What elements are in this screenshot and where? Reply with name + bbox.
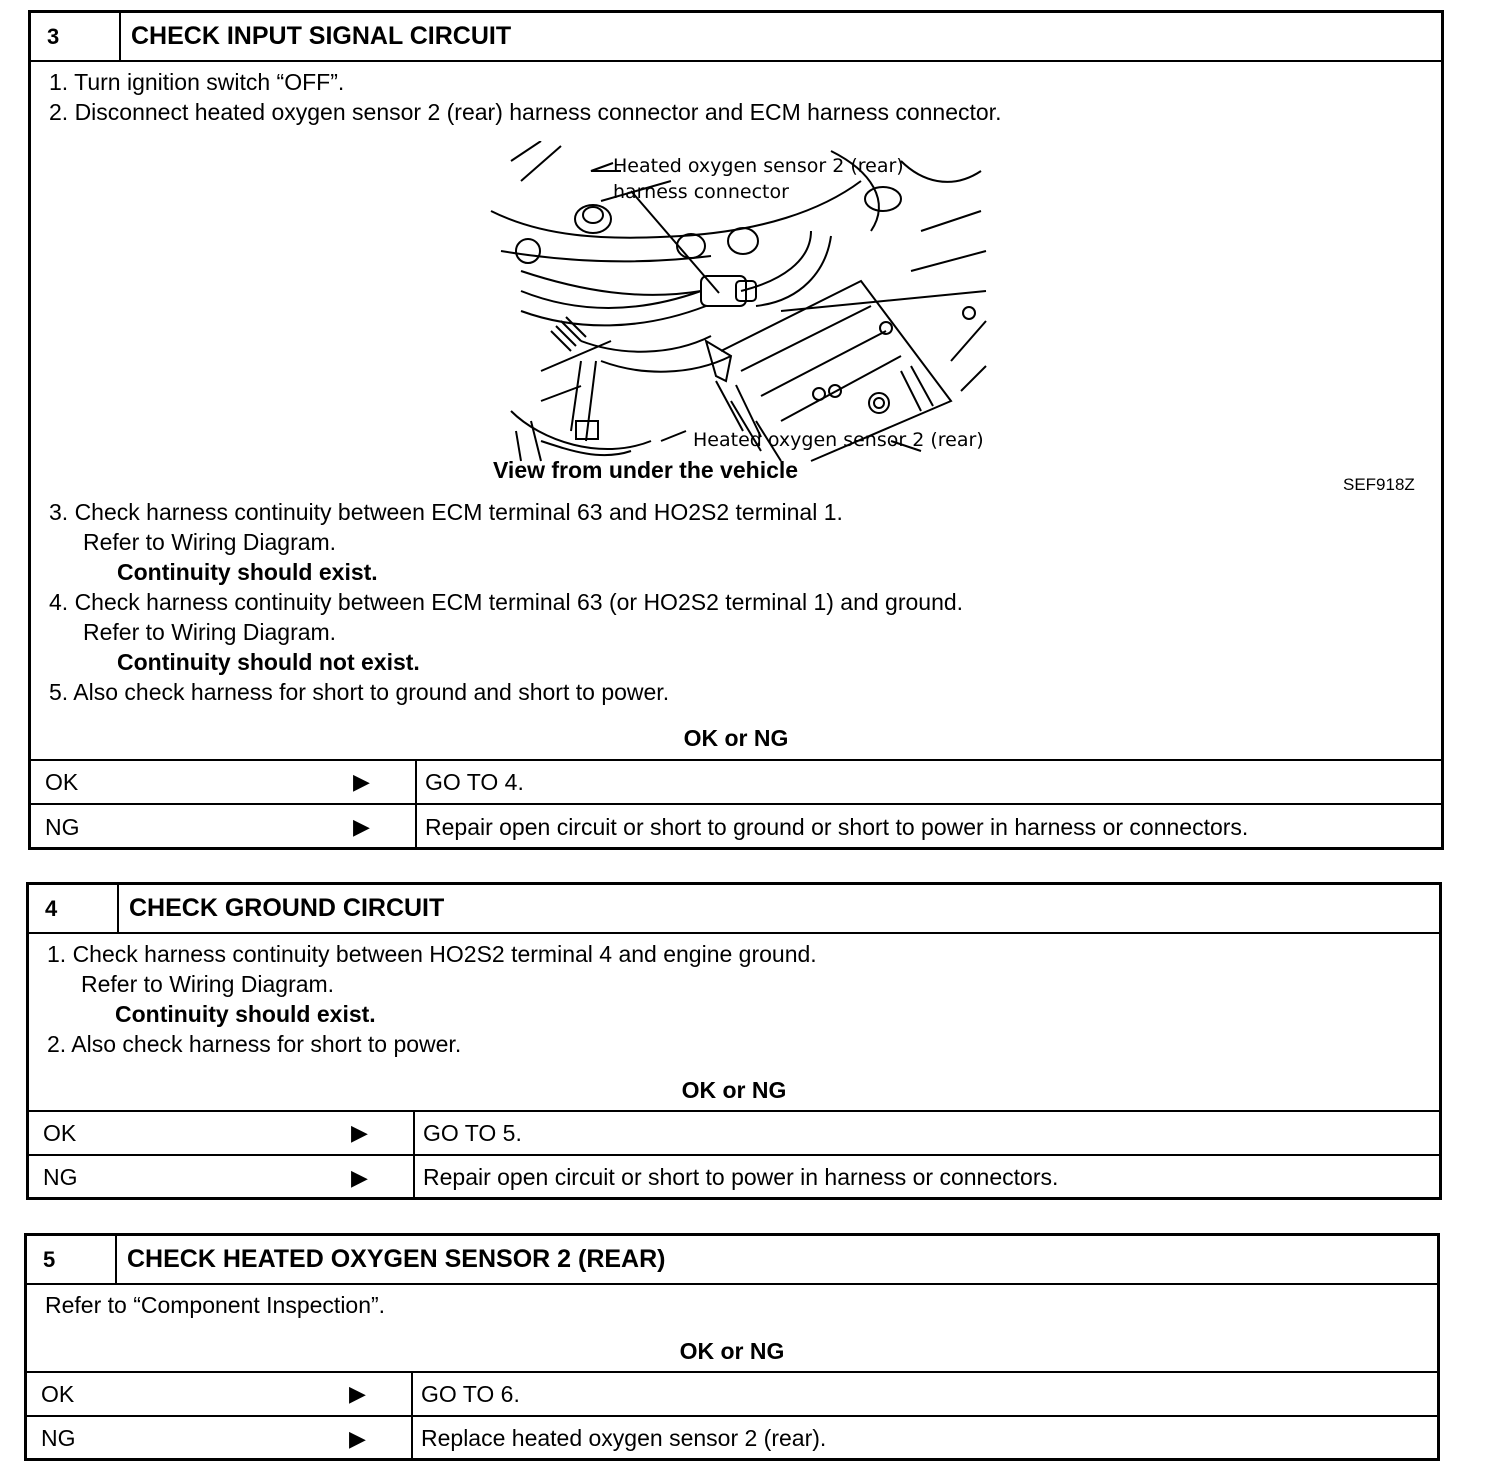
step-4-header (29, 885, 1439, 934)
result-action: GO TO 4. (415, 761, 1441, 803)
result-action: GO TO 6. (411, 1373, 1437, 1415)
result-row-ok (29, 1110, 1439, 1154)
figure-code: SEF918Z (1343, 475, 1415, 494)
result-key: NG (43, 1164, 78, 1190)
arrow-right-icon: ▶ (351, 1164, 368, 1190)
result-action: GO TO 5. (413, 1112, 1439, 1154)
instruction-line: 3. Check harness continuity between ECM terminal 63 and HO2S2 terminal 1. (49, 499, 843, 525)
result-row-ng (29, 1154, 1439, 1199)
step-number: 4 (29, 885, 119, 932)
step-title: CHECK INPUT SIGNAL CIRCUIT (131, 22, 512, 50)
requirement-text: Continuity should exist. (115, 1001, 376, 1027)
instruction-line: Refer to “Component Inspection”. (45, 1292, 386, 1318)
requirement-text: Continuity should not exist. (117, 649, 420, 675)
arrow-right-icon: ▶ (353, 814, 370, 839)
connector-label: Heated oxygen sensor 2 (rear) (613, 155, 904, 177)
step-title: CHECK HEATED OXYGEN SENSOR 2 (REAR) (127, 1245, 666, 1273)
instruction-line: 2. Also check harness for short to power. (47, 1031, 462, 1057)
result-key: OK (41, 1380, 75, 1407)
step-3-box (28, 10, 1444, 850)
instruction-line: 1. Check harness continuity between HO2S2 terminal 4 and engine ground. (47, 941, 817, 967)
ok-or-ng-heading: OK or NG (679, 1338, 785, 1364)
connector-label: harness connector (613, 181, 789, 203)
result-row-ok (27, 1371, 1437, 1415)
result-key: NG (41, 1425, 76, 1451)
arrow-right-icon: ▶ (351, 1120, 368, 1145)
figure-caption: View from under the vehicle (493, 457, 799, 483)
step-5-box (24, 1233, 1440, 1461)
instruction-line: 4. Check harness continuity between ECM terminal 63 (or HO2S2 terminal 1) and ground. (49, 589, 964, 615)
instruction-line: Refer to Wiring Diagram. (83, 529, 337, 555)
instruction-line: Refer to Wiring Diagram. (83, 619, 337, 645)
arrow-right-icon: ▶ (349, 1425, 366, 1451)
step-number: 5 (27, 1236, 117, 1283)
instruction-line: 5. Also check harness for short to ground and short to power. (49, 679, 670, 705)
result-action: Repair open circuit or short to ground or short to power in harness or connectors. (415, 805, 1441, 849)
requirement-text: Continuity should exist. (117, 559, 378, 585)
step-3-header (31, 13, 1441, 62)
instruction-line: 1. Turn ignition switch “OFF”. (49, 69, 345, 95)
ok-or-ng-heading: OK or NG (681, 1077, 787, 1103)
arrow-right-icon: ▶ (349, 1381, 366, 1406)
ok-or-ng-heading: OK or NG (683, 725, 789, 751)
step-title: CHECK GROUND CIRCUIT (129, 894, 445, 922)
step-5-header (27, 1236, 1437, 1285)
result-action: Replace heated oxygen sensor 2 (rear). (411, 1417, 1437, 1460)
arrow-right-icon: ▶ (353, 769, 370, 794)
result-row-ng (27, 1415, 1437, 1460)
instruction-line: Refer to Wiring Diagram. (81, 971, 335, 997)
instruction-line: 2. Disconnect heated oxygen sensor 2 (rear) harness connector and ECM harness connector. (49, 99, 1002, 125)
result-key: OK (45, 768, 79, 795)
harness-connector-illustration (481, 141, 1001, 471)
result-row-ok (31, 759, 1441, 803)
sensor-label: Heated oxygen sensor 2 (rear) (693, 429, 984, 451)
result-action: Repair open circuit or short to power in harness or connectors. (413, 1156, 1439, 1199)
result-key: OK (43, 1119, 77, 1146)
step-4-box (26, 882, 1442, 1200)
step-number: 3 (31, 13, 121, 60)
result-key: NG (45, 813, 80, 840)
result-row-ng (31, 803, 1441, 849)
